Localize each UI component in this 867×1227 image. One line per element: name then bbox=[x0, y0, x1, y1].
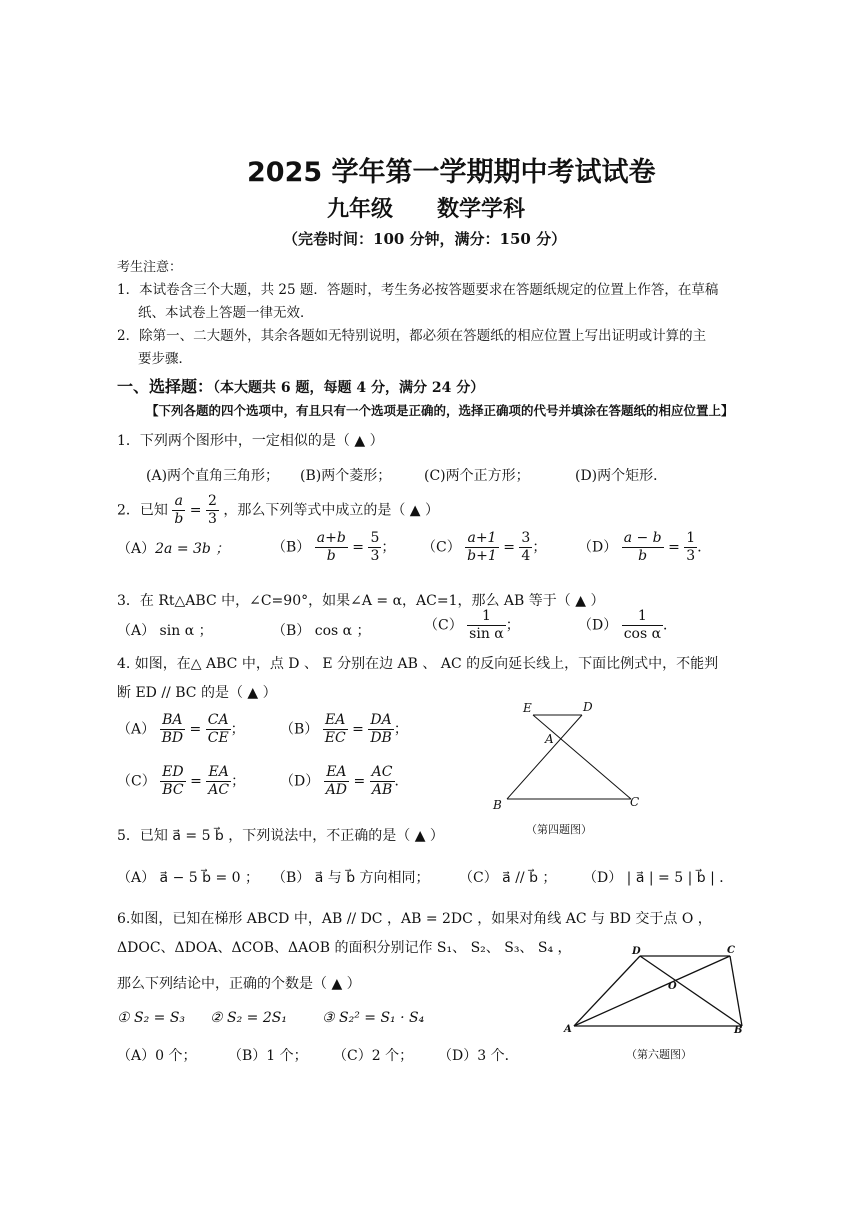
q2-frac-rhs: $\frac{2}{3}$ bbox=[207, 493, 217, 527]
q6-diagonal-AC bbox=[574, 956, 730, 1026]
q6-statement-2: ② S₂ = 2S₁ bbox=[210, 1010, 287, 1026]
q4-option-a: （A） $\frac{BA}{BD}$ = $\frac{CA}{CE}$ ； bbox=[117, 712, 245, 746]
q6-option-b: （B）1 个； bbox=[228, 1048, 308, 1064]
q4-label-E: E bbox=[523, 701, 532, 715]
paper-title: 2025 学年第一学期期中考试试卷 bbox=[247, 157, 656, 188]
q1-option-a: (A)两个直角三角形； bbox=[146, 468, 280, 484]
section1-note: （本大题共 6 题，每题 4 分，满分 24 分） bbox=[213, 380, 485, 396]
q6-statement-3: ③ S₂² = S₁ · S₄ bbox=[322, 1010, 425, 1026]
notice-item2-line1: 2．除第一、二大题外，其余各题如无特别说明，都必须在答题纸的相应位置上写出证明或计算的主 bbox=[117, 328, 707, 344]
q6-figure bbox=[560, 942, 760, 1037]
q6-segment-CB bbox=[730, 956, 742, 1026]
q6-statement-1: ① S₂ = S₃ bbox=[117, 1010, 186, 1026]
q6-label-B: B bbox=[734, 1025, 743, 1036]
notice-item2-line2: 要步骤． bbox=[138, 351, 192, 367]
q6-stem-line1: 6.如图，已知在梯形 ABCD 中，AB // DC ，AB = 2DC ，如果对角线 AC 与 BD 交于点 O ， bbox=[117, 911, 712, 927]
q3-stem: 3．在 Rt△ABC 中，∠C=90°，如果∠A = α，AC=1，那么 AB 等于（ ▲ ） bbox=[117, 593, 605, 609]
q3-option-b: （B） cos α ； bbox=[272, 623, 371, 639]
q4-stem-line2: 断 ED // BC 的是（ ▲ ） bbox=[117, 685, 277, 701]
q2-eq: = bbox=[189, 502, 202, 519]
q4-stem-line1: 4. 如图，在△ ABC 中，点 D 、 E 分别在边 AB 、 AC 的反向延长线上，下面比例式中，不能判 bbox=[117, 656, 719, 672]
notice-heading: 考生注意： bbox=[117, 260, 183, 275]
q6-stem-line2: ΔDOC、ΔDOA、ΔCOB、ΔAOB 的面积分别记作 S₁、 S₂、 S₃、 S₄ ， bbox=[117, 940, 572, 956]
notice-item1-line2: 纸、本试卷上答题一律无效． bbox=[138, 305, 314, 321]
q6-figure-caption: （第六题图） bbox=[626, 1048, 692, 1061]
q4-figure-caption: （第四题图） bbox=[526, 823, 592, 836]
q2-option-b: （B） $\frac{a+b}{b}$ = $\frac{5}{3}$ ； bbox=[272, 530, 396, 564]
q5-option-c: （C） a⃗ // b⃗ ； bbox=[459, 870, 557, 886]
section1-header bbox=[117, 374, 484, 397]
q2-stem bbox=[117, 493, 439, 528]
q2-option-c: （C） $\frac{a+1}{b+1}$ = $\frac{3}{4}$ ； bbox=[422, 530, 547, 564]
q6-option-c: （C）2 个； bbox=[333, 1048, 414, 1064]
q4-label-C: C bbox=[630, 795, 640, 809]
time-info: （完卷时间：100 分钟，满分：150 分） bbox=[283, 230, 567, 248]
q4-label-A: A bbox=[545, 732, 554, 746]
q5-option-d: （D） | a⃗ | = 5 | b⃗ | ． bbox=[583, 870, 734, 886]
q5-option-b: （B） a⃗ 与 b⃗ 方向相同； bbox=[272, 870, 430, 886]
q4-figure bbox=[485, 695, 655, 815]
q6-stem-line3: 那么下列结论中，正确的个数是（ ▲ ） bbox=[117, 976, 361, 992]
q4-option-d: （D） $\frac{EA}{AD}$ = $\frac{AC}{AB}$ ． bbox=[280, 764, 409, 798]
q2-option-a: （A）2a = 3b ； bbox=[117, 541, 230, 557]
q4-label-D: D bbox=[583, 700, 593, 714]
q1-option-c: (C)两个正方形； bbox=[424, 468, 530, 484]
q6-label-A: A bbox=[564, 1024, 572, 1035]
q2-number: 2．已知 bbox=[117, 502, 168, 519]
q2-frac-ab: $\frac{a}{b}$ bbox=[174, 493, 184, 527]
q4-segment-DB bbox=[507, 715, 582, 799]
q3-option-a: （A） sin α ； bbox=[117, 623, 213, 639]
q3-option-c: （C） $\frac{1}{\text{sin α}}$ ； bbox=[424, 608, 520, 642]
q6-option-a: （A）0 个； bbox=[117, 1048, 197, 1064]
q2-rest: ，那么下列等式中成立的是（ ▲ ） bbox=[223, 502, 440, 519]
q1-stem: 1．下列两个图形中，一定相似的是（ ▲ ） bbox=[117, 433, 384, 449]
q6-segment-DA bbox=[574, 956, 640, 1026]
q1-option-d: (D)两个矩形． bbox=[575, 468, 668, 484]
q4-option-c: （C） $\frac{ED}{BC}$ = $\frac{EA}{AC}$ ； bbox=[117, 764, 246, 798]
notice-item1-line1: 1．本试卷含三个大题，共 25 题．答题时，考生务必按答题要求在答题纸规定的位置上作答，在草稿 bbox=[117, 282, 719, 298]
section1-heading: 一、选择题： bbox=[117, 377, 214, 396]
q5-option-a: （A） a⃗ − 5 b⃗ = 0 ； bbox=[117, 870, 260, 886]
q6-option-d: （D）3 个． bbox=[438, 1048, 519, 1064]
q3-option-d: （D） $\frac{1}{\text{cos α}}$ ． bbox=[578, 608, 678, 642]
q1-option-b: (B)两个菱形； bbox=[300, 468, 392, 484]
q6-label-O: O bbox=[668, 981, 677, 992]
q4-label-B: B bbox=[493, 798, 502, 812]
q2-option-d: （D） $\frac{a - b}{b}$ = $\frac{1}{3}$ ． bbox=[578, 530, 712, 564]
q6-label-D: D bbox=[632, 946, 641, 957]
section1-instruction: 【下列各题的四个选项中，有且只有一个选项是正确的，选择正确项的代号并填涂在答题纸的相应位置上】 bbox=[146, 403, 734, 418]
q4-segment-EC bbox=[533, 715, 631, 799]
q6-diagonal-BD bbox=[640, 956, 742, 1026]
grade-subject: 九年级 数学学科 bbox=[327, 197, 526, 222]
q4-option-b: （B） $\frac{EA}{EC}$ = $\frac{DA}{DB}$ ； bbox=[280, 712, 408, 746]
q6-label-C: C bbox=[727, 945, 735, 956]
q5-stem: 5．已知 a⃗ = 5 b⃗ ，下列说法中，不正确的是（ ▲ ） bbox=[117, 828, 444, 844]
